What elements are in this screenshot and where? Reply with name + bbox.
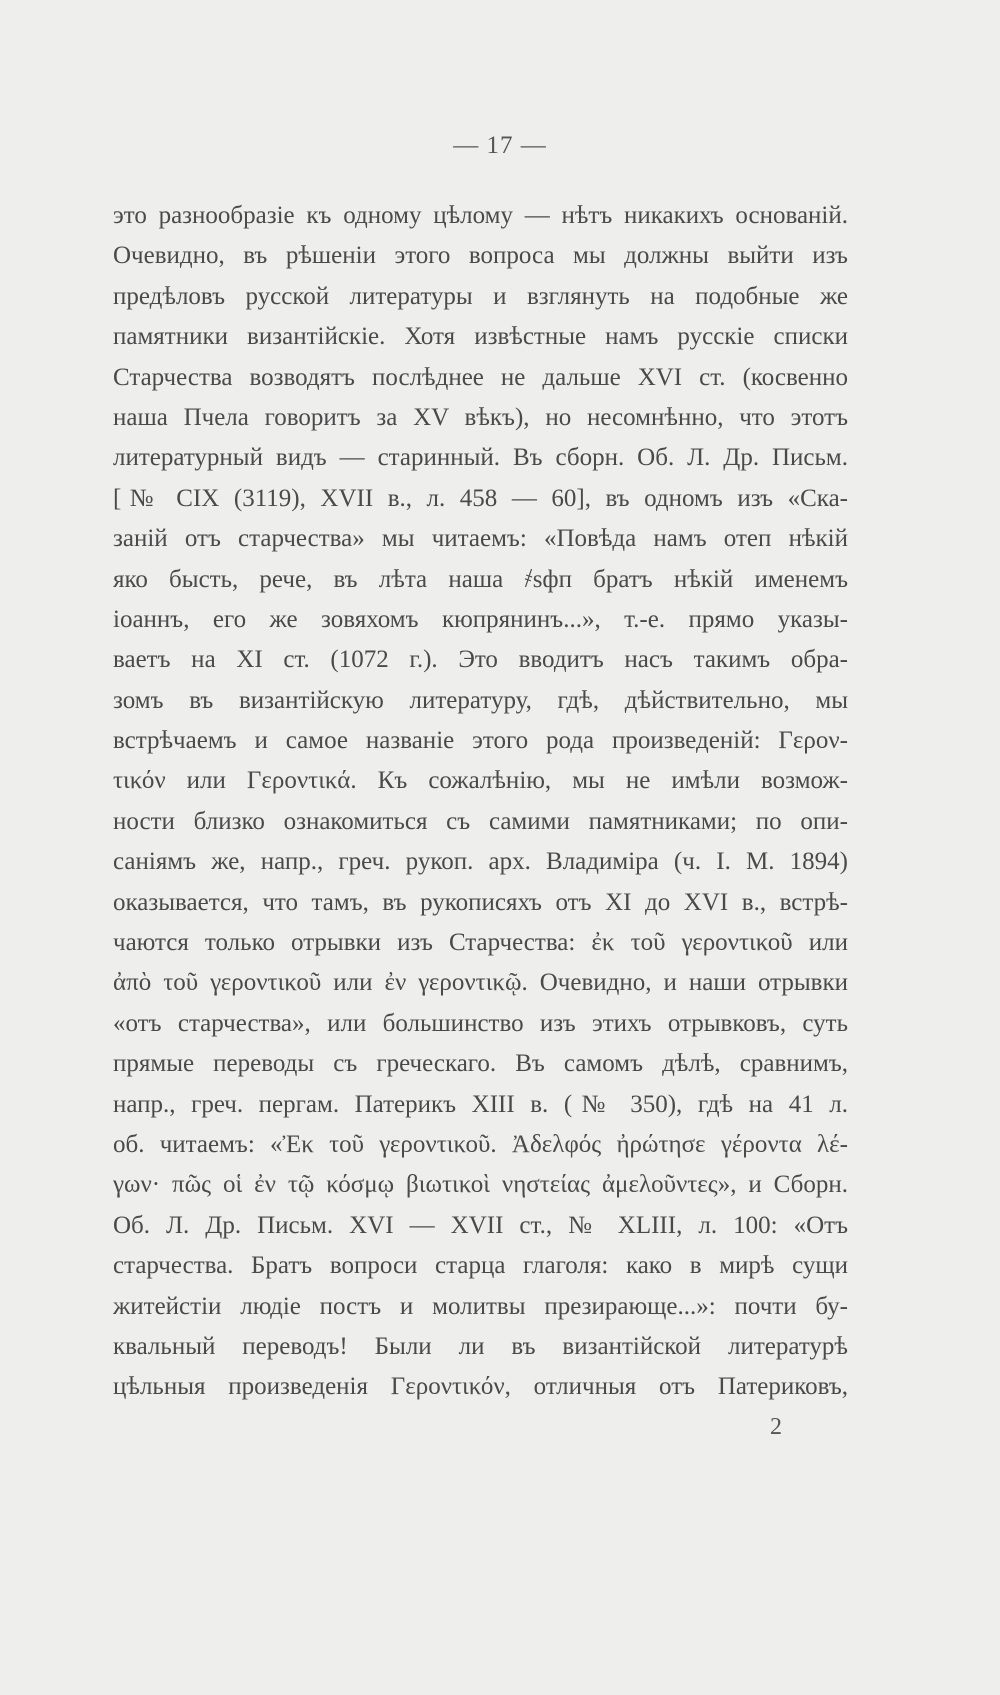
text-line: [№ CIX (3119), XVII в., л. 458 — 60], въ одномъ изъ «Ска- [113, 484, 848, 512]
text-line: старчества. Братъ вопроси старца глаголя: како в мирѣ сущи [113, 1252, 848, 1280]
text-line: яко бысть, рече, въ лѣта наша ҂ѕфп братъ нѣкій именемъ [113, 565, 848, 593]
page-number-header: — 17 — [453, 132, 547, 159]
text-line: литературный видъ — старинный. Въ сборн. Об. Л. Др. Письм. [113, 444, 848, 472]
text-line: «отъ старчества», или большинство изъ этихъ отрывковъ, суть [113, 1009, 848, 1037]
body-text [113, 196, 848, 1408]
text-line: квальный переводъ! Были ли въ византійской литературѣ [113, 1332, 848, 1360]
signature-mark: 2 [770, 1414, 782, 1440]
text-line: ἀπὸ τοῦ γεροντικοῦ или ἐν γεροντικῷ. Очевидно, и наши отрывки [113, 969, 848, 997]
text-line: ности близко ознакомиться съ самими памятниками; по опи- [113, 807, 848, 835]
text-line: оказывается, что тамъ, въ рукописяхъ отъ XI до XVI в., встрѣ- [113, 888, 848, 916]
text-line: это разнообразіе къ одному цѣлому — нѣтъ никакихъ основаній. [113, 202, 848, 229]
text-line: Старчества возводятъ послѣднее не дальше XVI ст. (косвенно [113, 363, 848, 391]
text-line: памятники византійскіе. Хотя извѣстные намъ русскіе списки [113, 323, 848, 351]
text-line: наша Пчела говоритъ за XV вѣкъ), но несомнѣнно, что этотъ [113, 403, 848, 431]
text-line: зомъ въ византійскую литературу, гдѣ, дѣйствительно, мы [113, 686, 848, 714]
text-line: іоаннъ, его же зовяхомъ кюпрянинъ...», т.-е. прямо указы- [113, 605, 848, 633]
text-line: прямые переводы съ греческаго. Въ самомъ дѣлѣ, сравнимъ, [113, 1050, 848, 1078]
text-line: встрѣчаемъ и самое названіе этого рода произведеній: Γερον- [113, 727, 848, 755]
text-line: γων· πῶς οἱ ἐν τῷ κόσμῳ βιωτικοὶ νηστείας ἀμελοῦντες», и Сборн. [113, 1171, 848, 1199]
text-line: цѣльныя произведенія Γεροντικόν, отличныя отъ Патериковъ, [113, 1373, 848, 1401]
text-line: напр., греч. пергам. Патерикъ XIII в. (№ 350), гдѣ на 41 л. [113, 1090, 848, 1118]
text-line: заній отъ старчества» мы читаемъ: «Повѣда намъ отеп нѣкій [113, 525, 848, 553]
text-line: τικόν или Γεροντικά. Къ сожалѣнію, мы не имѣли возмож- [113, 767, 848, 795]
text-line: житейстіи людіе постъ и молитвы презирающе...»: почти бу- [113, 1292, 848, 1320]
text-line: ваетъ на XI ст. (1072 г.). Это вводитъ насъ такимъ обра- [113, 646, 848, 674]
text-line: предѣловъ русской литературы и взглянуть на подобные же [113, 282, 848, 310]
text-line: Об. Л. Др. Письм. XVI — XVII ст., № XLIII, л. 100: «Отъ [113, 1211, 848, 1239]
text-line: об. читаемъ: «Ἐκ τοῦ γεροντικοῦ. Ἀδελφός ἠρώτησε γέροντα λέ- [113, 1130, 848, 1158]
text-line: чаются только отрывки изъ Старчества: ἐκ τοῦ γεροντικοῦ или [113, 929, 848, 957]
text-line: саніямъ же, напр., греч. рукоп. арх. Владиміра (ч. I. М. 1894) [113, 848, 848, 876]
text-line: Очевидно, въ рѣшеніи этого вопроса мы должны выйти изъ [113, 242, 848, 270]
